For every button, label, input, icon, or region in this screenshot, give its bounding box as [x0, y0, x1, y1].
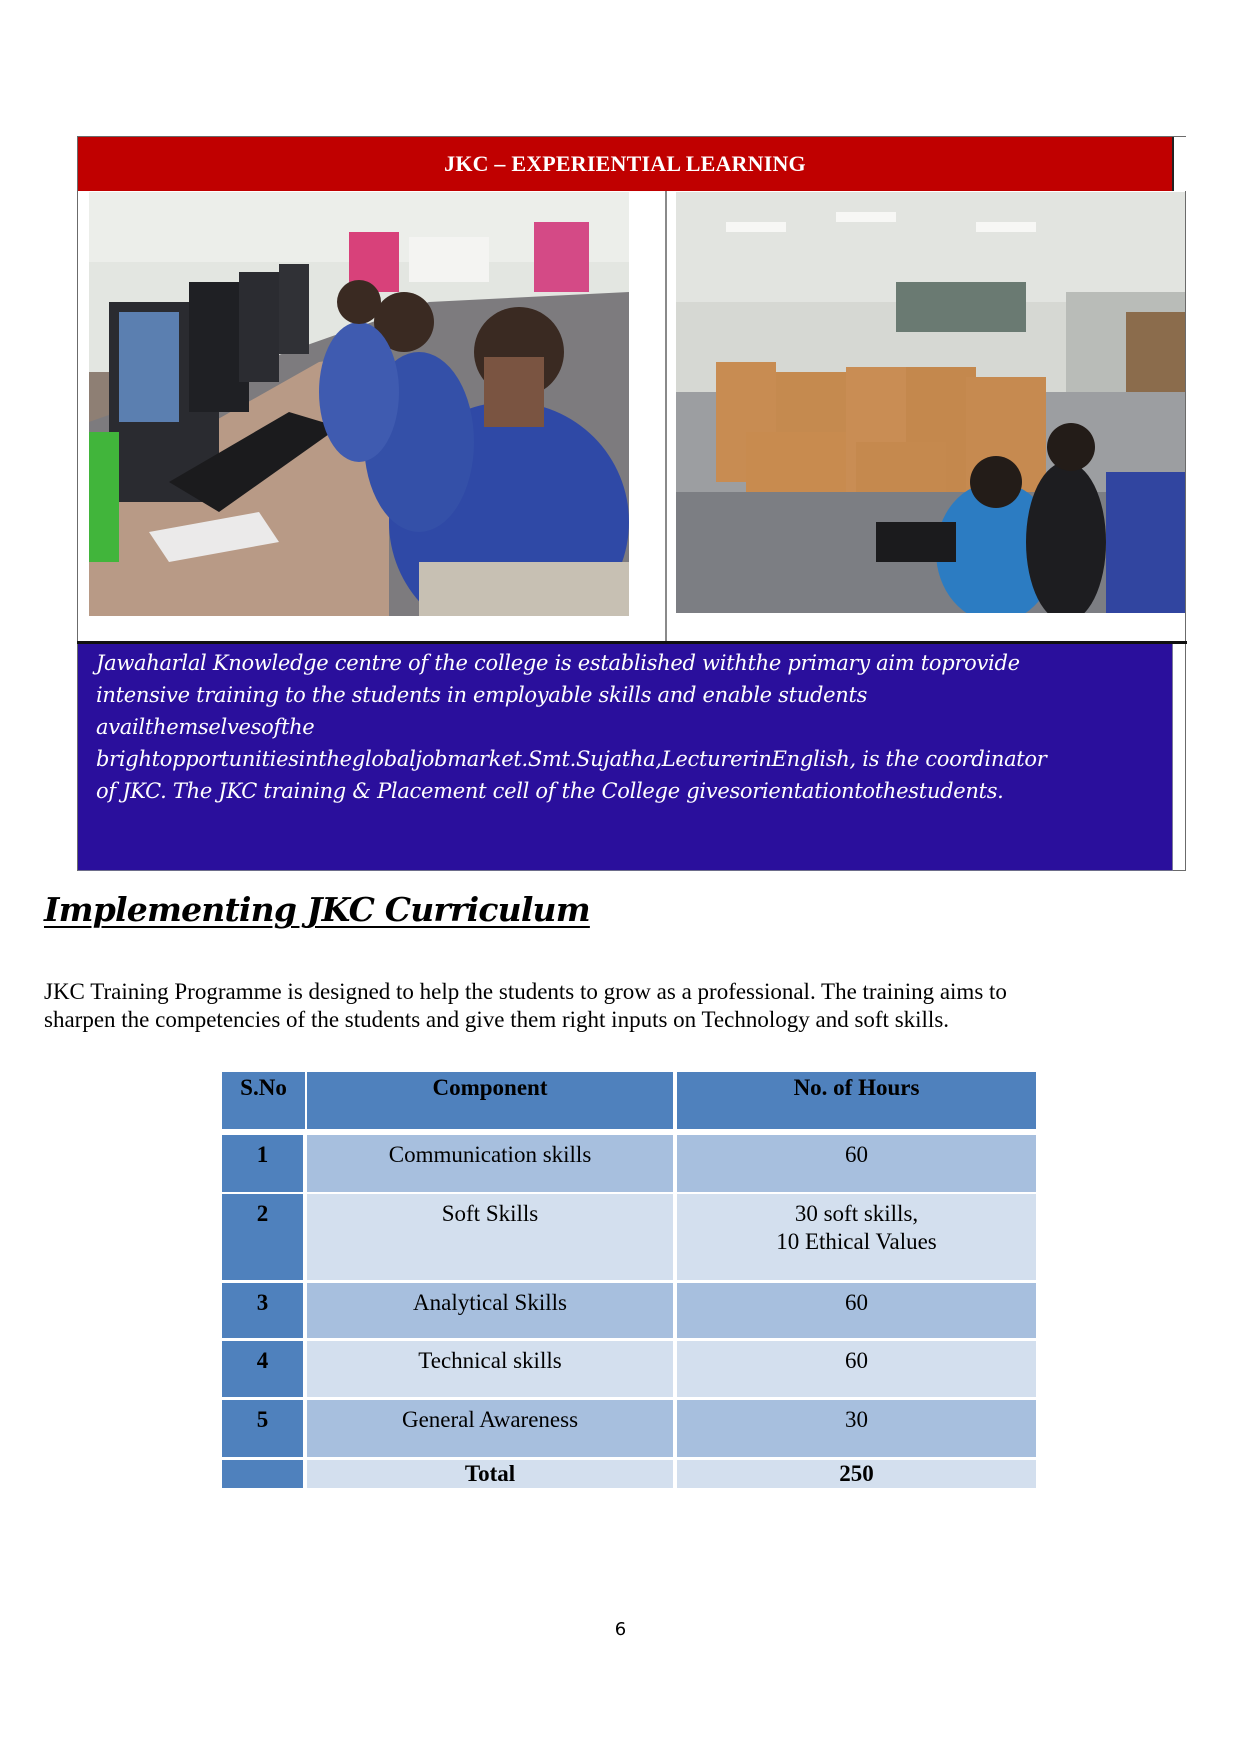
total-sno-cell [222, 1460, 303, 1488]
classroom-computer-training-photo [89, 192, 629, 616]
row-sno: 1 [222, 1135, 303, 1192]
table-row [222, 1341, 1036, 1397]
total-value: 250 [677, 1460, 1036, 1488]
row-component: Technical skills [307, 1341, 673, 1397]
header-sno: S.No [222, 1072, 305, 1129]
hours-value: 30 soft skills, [794, 1201, 919, 1226]
row-sno: 3 [222, 1283, 303, 1338]
description-line: intensive training to the students in employable skills and enable students [96, 683, 868, 707]
banner-title: JKC – EXPERIENTIAL LEARNING [444, 151, 806, 176]
section-banner [78, 137, 1173, 191]
total-label: Total [307, 1460, 673, 1488]
row-hours [677, 1400, 1036, 1457]
table-row [222, 1194, 1036, 1280]
table-row [222, 1135, 1036, 1192]
row-hours [677, 1341, 1036, 1397]
row-component: Communication skills [307, 1135, 673, 1192]
banner-border-cell [1172, 137, 1186, 191]
hours-value: 60 [845, 1348, 868, 1373]
row-component: Soft Skills [307, 1194, 673, 1280]
hours-value: 10 Ethical Values [776, 1229, 937, 1254]
row-hours [677, 1194, 1036, 1280]
table-header-row [222, 1072, 1036, 1129]
description-line: availthemselvesofthe [96, 715, 315, 739]
row-component: General Awareness [307, 1400, 673, 1457]
description-line: of JKC. The JKC training & Placement cell of the College givesorientationtothestudents. [96, 779, 1004, 803]
row-hours [677, 1135, 1036, 1192]
row-hours [677, 1283, 1036, 1338]
jkc-description-box [78, 644, 1173, 871]
row-sno: 2 [222, 1194, 303, 1280]
hours-value: 60 [845, 1290, 868, 1315]
table-row [222, 1283, 1036, 1338]
intro-line: JKC Training Programme is designed to help the students to grow as a professional. The training aims to [44, 979, 1007, 1004]
hours-value: 30 [845, 1407, 868, 1432]
table-row [222, 1400, 1036, 1457]
row-sno: 4 [222, 1341, 303, 1397]
header-hours: No. of Hours [677, 1072, 1036, 1129]
table-total-row [222, 1460, 1036, 1488]
description-line: Jawaharlal Knowledge centre of the college is established withthe primary aim toprovide [96, 651, 1020, 675]
intro-line: sharpen the competencies of the students and give them right inputs on Technology and soft skills. [44, 1007, 950, 1032]
header-component: Component [307, 1072, 673, 1129]
row-sno: 5 [222, 1400, 303, 1457]
row-component: Analytical Skills [307, 1283, 673, 1338]
description-line: brightopportunitiesintheglobaljobmarket.Smt.Sujatha,LecturerinEnglish, is the coordinator [96, 747, 1047, 771]
intro-paragraph [44, 978, 1224, 1034]
section-heading: Implementing JKC Curriculum [44, 890, 590, 929]
photo-column-divider [665, 191, 667, 643]
page-number: 6 [614, 1619, 627, 1640]
hours-value: 60 [845, 1142, 868, 1167]
language-lab-cubicles-photo [676, 192, 1185, 613]
